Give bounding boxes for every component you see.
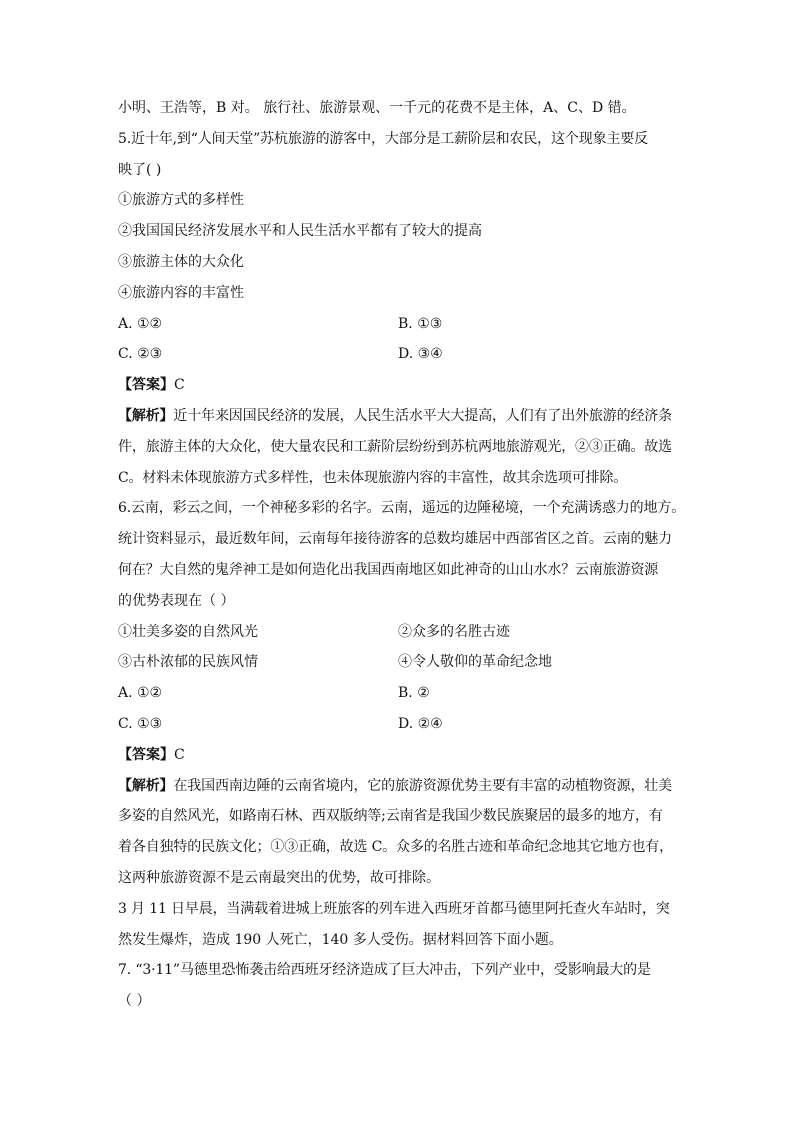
q6-stem-line-1: 6.云南，彩云之间，一个神秘多彩的名字。云南，遥远的边陲秘境，一个充满诱惑力的地方。 xyxy=(118,500,686,517)
q6-options-row-2 xyxy=(118,714,678,734)
q5-stem-line-2: 映了( ) xyxy=(118,161,162,178)
q5-option-a: A. ①② xyxy=(118,315,163,332)
q5-answer-value: C xyxy=(174,377,185,394)
q6-answer xyxy=(118,745,678,765)
q6-stem-line-2: 统计资料显示，最近数年间，云南每年接待游客的总数均雄居中西部省区之首。云南的魅力 xyxy=(118,531,672,548)
q5-options-row-1 xyxy=(118,314,678,334)
q5-answer-tag: 【答案】 xyxy=(118,377,174,394)
q6-analysis-tag: 【解析】 xyxy=(118,777,174,794)
q6-analysis-line-3: 着各自独特的民族文化；①③正确，故选 C。众多的名胜古迹和革命纪念地其它地方也有， xyxy=(118,839,674,856)
q6-analysis-line-4: 这两种旅游资源不是云南最突出的优势，故可排除。 xyxy=(118,869,440,886)
q7-stem-line-1: 7. “3·11”马德里恐怖袭击给西班牙经济造成了巨大冲击，下列产业中，受影响最大的是 xyxy=(118,962,651,979)
q5-analysis-tag: 【解析】 xyxy=(118,407,174,424)
q6-stem-line-3: 何在？大自然的鬼斧神工是如何造化出我国西南地区如此神奇的山山水水？云南旅游资源 xyxy=(118,561,659,578)
q5-analysis-line-3: C。材料未体现旅游方式多样性，也未体现旅游内容的丰富性，故其余选项可排除。 xyxy=(118,469,628,486)
q6-option-a: A. ①② xyxy=(118,685,163,702)
q6-analysis-text-1: 在我国西南边陲的云南省境内，它的旅游资源优势主要有丰富的动植物资源，壮美 xyxy=(173,777,673,794)
q6-options-row-1 xyxy=(118,683,678,703)
q5-options-row-2 xyxy=(118,344,678,364)
q5-statement-4: ④旅游内容的丰富性 xyxy=(118,284,244,301)
q5-stem-line-1: 5.近十年,到“人间天堂”苏杭旅游的游客中，大部分是工薪阶层和农民，这个现象主要反 xyxy=(118,130,648,147)
q5-option-d: D. ③④ xyxy=(398,346,443,363)
q7-stem-line-2: （ ） xyxy=(118,993,151,1010)
q6-option-b: B. ② xyxy=(398,685,430,702)
q5-statement-3: ③旅游主体的大众化 xyxy=(118,253,244,270)
q6-analysis-line-1 xyxy=(118,776,678,796)
q5-statement-1: ①旅游方式的多样性 xyxy=(118,192,244,209)
q6-statement-2: ②众多的名胜古迹 xyxy=(398,623,510,640)
q6-statement-4: ④令人敬仰的革命纪念地 xyxy=(398,654,552,671)
q6-answer-tag: 【答案】 xyxy=(118,746,174,763)
q6-statements-row-2 xyxy=(118,652,678,672)
q5-analysis-line-1 xyxy=(118,406,678,426)
material-line-1: 3 月 11 日早晨，当满载着进城上班旅客的列车进入西班牙首都马德里阿托查火车站时，突 xyxy=(118,900,670,917)
q5-analysis-text-1: 近十年来因国民经济的发展，人民生活水平大大提高，人们有了出外旅游的经济条 xyxy=(173,407,673,424)
q6-option-c: C. ①③ xyxy=(118,715,163,732)
intro-line: 小明、王浩等，B 对。 旅行社、旅游景观、一千元的花费不是主体，A、C、D 错。 xyxy=(118,100,636,116)
q5-analysis-line-2: 件，旅游主体的大众化，使大量农民和工薪阶层纷纷到苏杭两地旅游观光，②③正确。故选 xyxy=(118,438,672,455)
q5-statement-2: ②我国国民经济发展水平和人民生活水平都有了较大的提高 xyxy=(118,223,482,240)
q5-option-b: B. ①③ xyxy=(398,315,443,332)
q6-analysis-line-2: 多姿的自然风光，如路南石林、西双版纳等;云南省是我国少数民族聚居的最多的地方，有 xyxy=(118,808,663,825)
q5-answer xyxy=(118,375,678,395)
page-content xyxy=(118,98,686,1022)
q6-answer-value: C xyxy=(174,746,185,763)
q5-option-c: C. ②③ xyxy=(118,346,163,363)
q6-statement-1: ①壮美多姿的自然风光 xyxy=(118,623,258,640)
q6-option-d: D. ②④ xyxy=(398,715,443,732)
q6-stem-line-4: 的优势表现在（ ） xyxy=(118,592,235,609)
q6-statement-3: ③古朴浓郁的民族风情 xyxy=(118,654,258,671)
material-line-2: 然发生爆炸，造成 190 人死亡，140 多人受伤。据材料回答下面小题。 xyxy=(118,931,563,948)
q6-statements-row-1 xyxy=(118,622,678,642)
